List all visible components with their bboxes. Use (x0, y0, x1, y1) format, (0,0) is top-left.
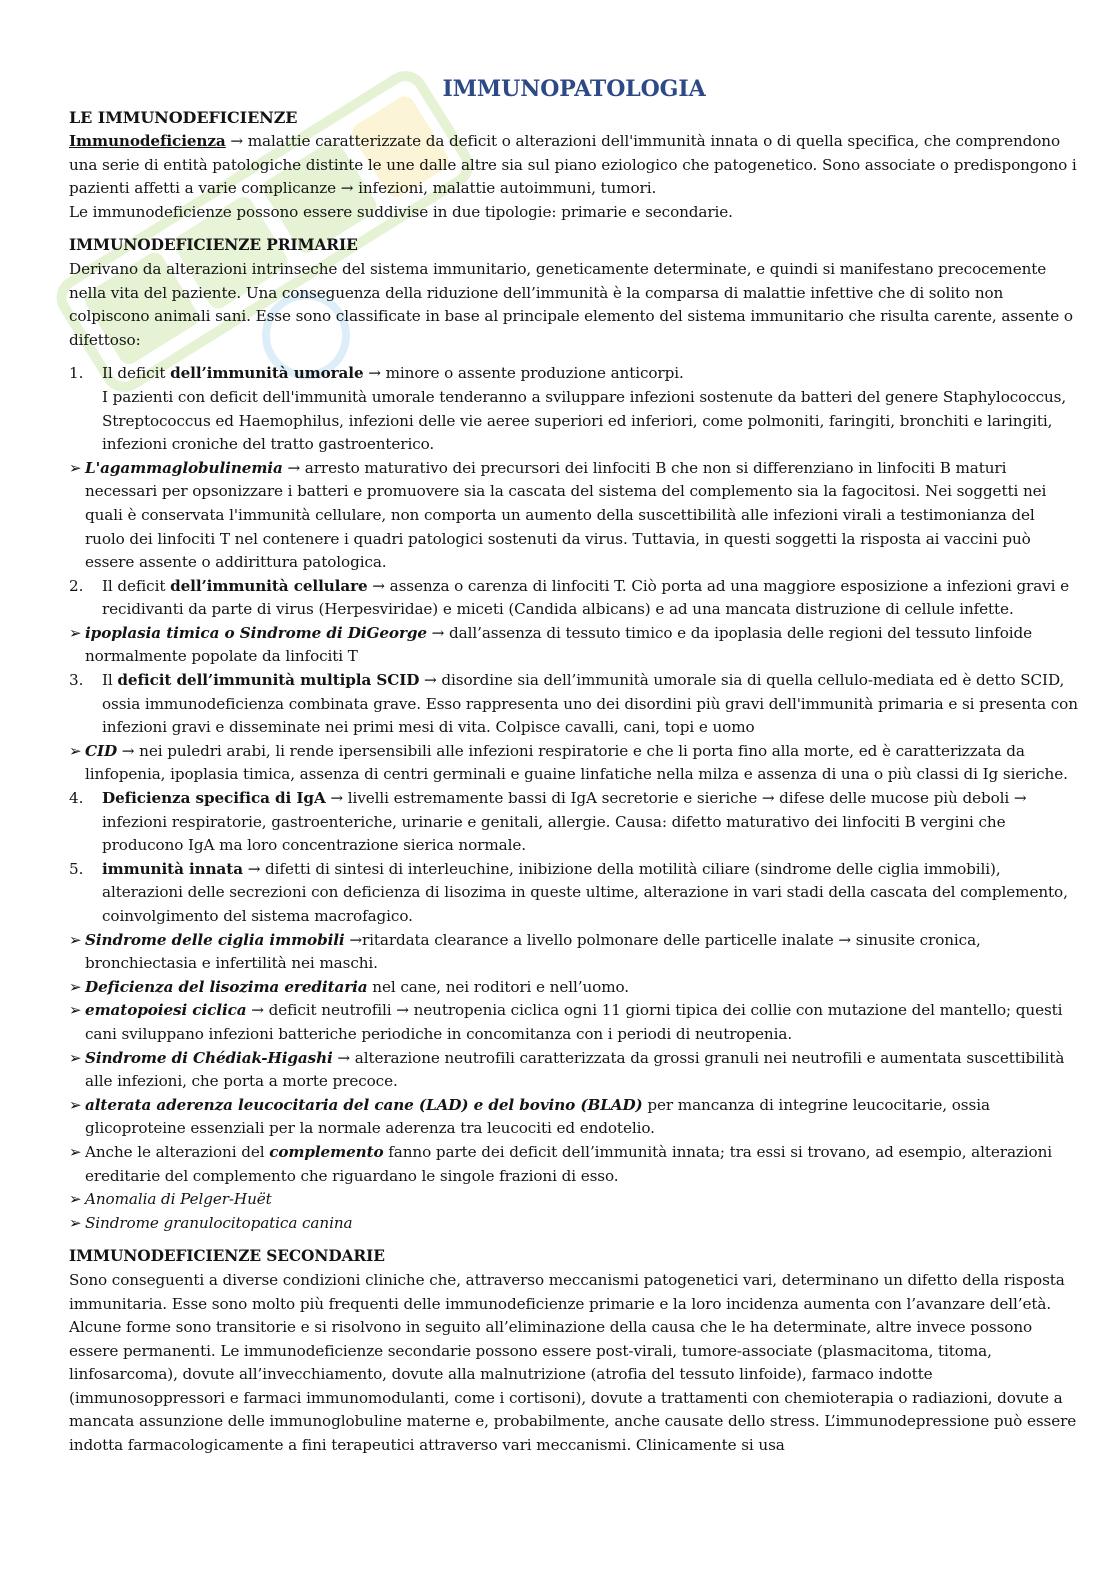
definition-term: Immunodeficienza (69, 132, 226, 150)
heading-primarie: IMMUNODEFICIENZE PRIMARIE (69, 236, 358, 255)
section-heading-immunodeficienze: LE IMMUNODEFICIENZE (69, 108, 298, 127)
bullet-item-pelger-huet: ➢ Anomalia di Pelger-Huët (69, 1188, 1079, 1212)
numbered-item-3: 3. Il deficit dell’immunità multipla SCID → disordine sia dell’immunità umorale sia di quella cellulo-mediata ed è detto SCID, ossia immunodeficienza combinata grave. Esso rappresenta uno dei disordini più gravi dell'immunità primaria e si presenta con infezioni gravi e disseminate nei primi mesi di vita. Colpisce cavalli, cani, topi e uomo (69, 669, 1079, 740)
bullet-item-lisozima: ➢ Deficienza del lisozima ereditaria nel cane, nei roditori e nell’uomo. (69, 976, 1079, 1000)
arrow-bullet-icon: ➢ (69, 1213, 82, 1232)
bullet-item-cid: ➢ CID → nei puledri arabi, li rende ipersensibili alle infezioni respiratorie e che li porta fino alla morte, ed è caratterizzata da linfopenia, ipoplasia timica, assenza di centri germinali e guaine linfatiche nella milza e assenza di una o più classi di Ig sieriche. (69, 740, 1079, 787)
numbered-item-5: 5. immunità innata → difetti di sintesi di interleuchine, inibizione della motilità ciliare (sindrome delle ciglia immobili), alterazioni delle secrezioni con deficienza di lisozima in queste ultime, alterazione in vari stadi della cascata del complemento, coinvolgimento del sistema macrofagico. (69, 858, 1079, 929)
secondarie-paragraph: Sono conseguenti a diverse condizioni cliniche che, attraverso meccanismi patogenetici vari, determinano un difetto della risposta immunitaria. Esse sono molto più frequenti delle immunodeficienze primarie e la loro incidenza aumenta con l’avanzare dell’età. Alcune forme sono transitorie e si risolvono in seguito all’eliminazione della causa che le ha determinate, altre invece possono essere permanenti. Le immunodeficienze secondarie possono essere post-virali, tumore-associate (plasmacitoma, titoma, linfosarcoma), dovute all’invecchiamento, dovute alla malnutrizione (atrofia del tessuto linfoide), farmaco indotte (immunosoppressori e farmaci immunomodulanti, come i cortisoni), dovute a trattamenti con chemioterapia o radiazioni, dovute a mancata assunzione delle immunoglobuline materne e, probabilmente, anche causate dello stress. L’immunodepressione può essere indotta farmacologicamente a fini terapeutici attraverso vari meccanismi. Clinicamente si usa (69, 1270, 1077, 1455)
numbered-item-4: 4. Deficienza specifica di IgA → livelli estremamente bassi di IgA secretorie e sieriche → difese delle mucose più deboli → infezioni respiratorie, gastroenteriche, urinarie e genitali, allergie. Causa: difetto maturativo dei linfociti B vergini che producono IgA ma loro concentrazione sierica normale. (69, 787, 1079, 858)
bullet-item-ematopoiesi: ➢ ematopoiesi ciclica → deficit neutrofili → neutropenia ciclica ogni 11 giorni tipica dei collie con mutazione del mantello; questi cani sviluppano infezioni batteriche periodiche in concomitanza con i periodi di neutropenia. (69, 999, 1079, 1046)
item-number: 2. (69, 576, 84, 595)
document-content (69, 72, 1079, 1458)
bullet-item-complemento: ➢ Anche le alterazioni del complemento fanno parte dei deficit dell’immunità innata; tra essi si trovano, ad esempio, alterazioni ereditarie del complemento che riguardano le singole frazioni di esso. (69, 1141, 1079, 1188)
definition-paragraph (69, 130, 1079, 201)
arrow-bullet-icon: ➢ (69, 1190, 82, 1209)
item-term: deficit dell’immunità multipla SCID (117, 671, 420, 690)
item-extra-text: I pazienti con deficit dell'immunità umorale tenderanno a sviluppare infezioni sostenute da batteri del genere Staphylococcus, Streptococcus ed Haemophilus, infezioni delle vie aeree superiori ed inferiori, come polmoniti, faringiti, bronchiti e laringiti, infezioni croniche del tratto gastroenterico. (102, 387, 1067, 454)
numbered-item-2: 2. Il deficit dell’immunità cellulare → assenza o carenza di linfociti T. Ciò porta ad una maggiore esposizione a infezioni gravi e recidivanti da parte di virus (Herpesviridae) e miceti (Candida albicans) e ad una mancata distruzione di cellule infette. (69, 575, 1079, 622)
arrow-bullet-icon: ➢ (69, 977, 82, 996)
arrow-bullet-icon: ➢ (69, 1048, 82, 1067)
item-number: 4. (69, 789, 84, 808)
numbered-item-1: 1. Il deficit dell’immunità umorale → minore o assente produzione anticorpi. I pazienti con deficit dell'immunità umorale tenderanno a sviluppare infezioni sostenute da batteri del genere Staphylococcus, Streptococcus ed Haemophilus, infezioni delle vie aeree superiori ed inferiori, come polmoniti, faringiti, bronchiti e laringiti, infezioni croniche del tratto gastroenterico. (69, 362, 1079, 456)
item-number: 1. (69, 364, 84, 383)
bullet-item-granulocitopatica: ➢ Sindrome granulocitopatica canina (69, 1212, 1079, 1236)
bullet-item-lad-blad: ➢ alterata aderenza leucocitaria del cane (LAD) e del bovino (BLAD) per mancanza di integrine leucocitarie, ossia glicoproteine essenziali per la normale aderenza tra leucociti ed endotelio. (69, 1094, 1079, 1141)
bullet-item-ciglia-immobili: ➢ Sindrome delle ciglia immobili →ritardata clearance a livello polmonare delle particelle inalate → sinusite cronica, bronchiectasia e infertilità nei maschi. (69, 929, 1079, 976)
bullet-item-digeorge: ➢ ipoplasia timica o Sindrome di DiGeorge → dall’assenza di tessuto timico e da ipoplasia delle regioni del tessuto linfoide normalmente popolate da linfociti T (69, 622, 1079, 669)
arrow-bullet-icon: ➢ (69, 1001, 82, 1020)
item-term: immunità innata (102, 859, 243, 878)
arrow-bullet-icon: ➢ (69, 623, 82, 642)
arrow-bullet-icon: ➢ (69, 1142, 82, 1161)
definition-text: → malattie caratterizzate da deficit o alterazioni dell'immunità innata o di quella specifica, che comprendono una serie di entità patologiche distinte le une dalle altre sia sul piano eziologico che patogenetico. Sono associate o predispongono i pazienti affetti a varie complicanze → infezioni, malattie autoimmuni, tumori. (69, 132, 1077, 198)
item-number: 3. (69, 671, 84, 690)
heading-secondarie: IMMUNODEFICIENZE SECONDARIE (69, 1247, 385, 1266)
bullet-item-chediak-higashi: ➢ Sindrome di Chédiak-Higashi → alterazione neutrofili caratterizzata da grossi granuli nei neutrofili e aumentata suscettibilità alle infezioni, che porta a morte precoce. (69, 1047, 1079, 1094)
item-term: dell’immunità cellulare (170, 576, 368, 595)
item-term: dell’immunità umorale (170, 364, 364, 383)
item-number: 5. (69, 859, 84, 878)
arrow-bullet-icon: ➢ (69, 930, 82, 949)
primarie-intro: Derivano da alterazioni intrinseche del sistema immunitario, geneticamente determinate, e quindi si manifestano precocemente nella vita del paziente. Una conseguenza della riduzione dell’immunità è la comparsa di malattie infettive che di solito non colpiscono animali sani. Esse sono classificate in base al principale elemento del sistema immunitario che risulta carente, assente o difettoso: (69, 259, 1073, 349)
arrow-bullet-icon: ➢ (69, 1095, 82, 1114)
arrow-bullet-icon: ➢ (69, 458, 82, 477)
definition-paragraph-2: Le immunodeficienze possono essere suddivise in due tipologie: primarie e secondarie. (69, 202, 733, 221)
item-term: Deficienza specifica di IgA (102, 789, 326, 808)
arrow-bullet-icon: ➢ (69, 741, 82, 760)
page-title: IMMUNOPATOLOGIA (442, 76, 706, 102)
bullet-item-agammaglobulinemia: ➢ L'agammaglobulinemia → arresto maturativo dei precursori dei linfociti B che non si differenziano in linfociti B maturi necessari per opsonizzare i batteri e promuovere sia la cascata del sistema del complemento sia la fagocitosi. Nei soggetti nei quali è conservata l'immunità cellulare, non comporta un aumento della suscettibilità alle infezioni virali a testimonianza del ruolo dei linfociti T nel contenere i quadri patologici sostenuti da virus. Tuttavia, in questi soggetti la risposta ai vaccini può essere assente o addirittura patologica. (69, 457, 1079, 575)
